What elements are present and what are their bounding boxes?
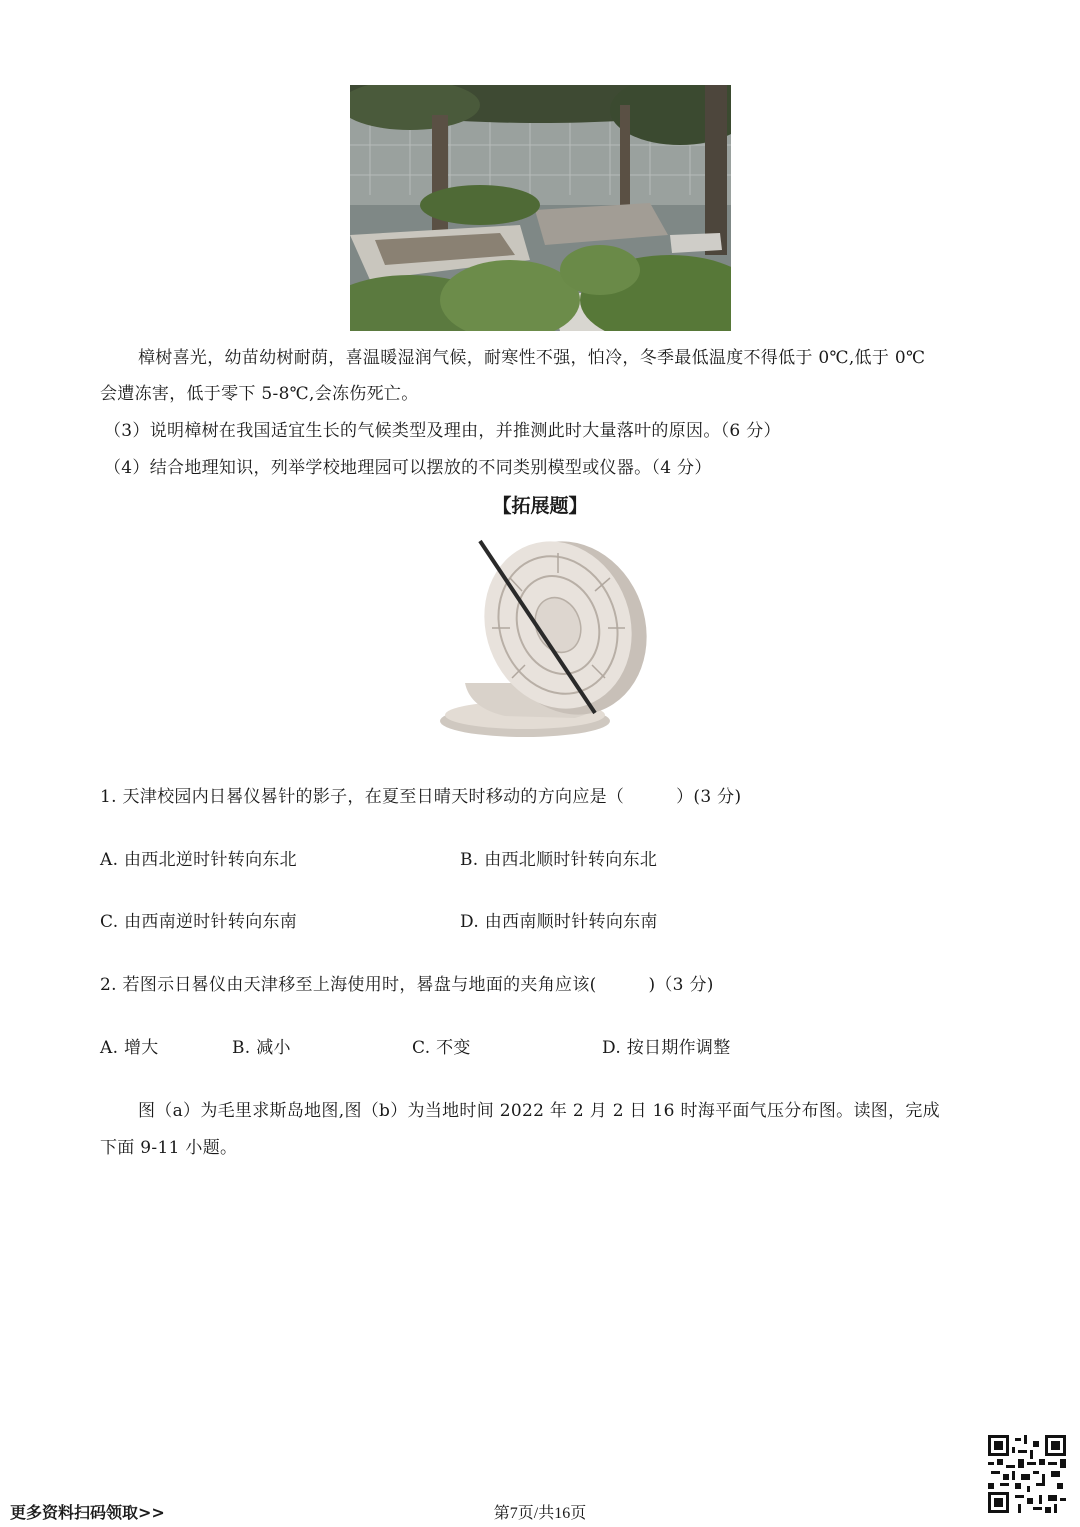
map-intro-line-1: 图（a）为毛里求斯岛地图,图（b）为当地时间 2022 年 2 月 2 日 16 时海平面气压分布图。读图，完成	[138, 1101, 940, 1121]
question-1-option-a: A. 由西北逆时针转向东北	[100, 850, 297, 870]
intro-line-1: 樟树喜光，幼苗幼树耐荫，喜温暖湿润气候，耐寒性不强，怕冷，冬季最低温度不得低于 0℃,低于 0℃	[138, 348, 926, 368]
question-2-option-b: B. 减小	[232, 1038, 291, 1058]
section-title: 【拓展题】	[492, 495, 588, 517]
question-2-stem: 2. 若图示日晷仪由天津移至上海使用时，晷盘与地面的夹角应该( )（3 分)	[100, 975, 714, 995]
question-3: （3）说明樟树在我国适宜生长的气候类型及理由，并推测此时大量落叶的原因。（6 分）	[104, 421, 781, 441]
footer-more-resources-link[interactable]: 更多资料扫码领取>>	[10, 1503, 165, 1522]
garden-photo	[350, 85, 731, 331]
question-1-stem: 1. 天津校园内日晷仪晷针的影子，在夏至日晴天时移动的方向应是（ ）(3 分)	[100, 787, 742, 807]
question-2-option-c: C. 不变	[412, 1038, 471, 1058]
question-1-option-d: D. 由西南顺时针转向东南	[460, 912, 658, 932]
question-1-option-b: B. 由西北顺时针转向东北	[460, 850, 658, 870]
page-number: 第7页/共16页	[493, 1505, 587, 1522]
question-2-option-a: A. 增大	[100, 1038, 159, 1058]
question-1-option-c: C. 由西南逆时针转向东南	[100, 912, 298, 932]
question-4: （4）结合地理知识，列举学校地理园可以摆放的不同类别模型或仪器。（4 分）	[104, 458, 712, 478]
intro-line-2: 会遭冻害，低于零下 5-8℃,会冻伤死亡。	[100, 384, 419, 404]
question-2-option-d: D. 按日期作调整	[602, 1038, 731, 1058]
sundial-illustration	[430, 533, 650, 743]
map-intro-line-2: 下面 9-11 小题。	[100, 1138, 238, 1158]
